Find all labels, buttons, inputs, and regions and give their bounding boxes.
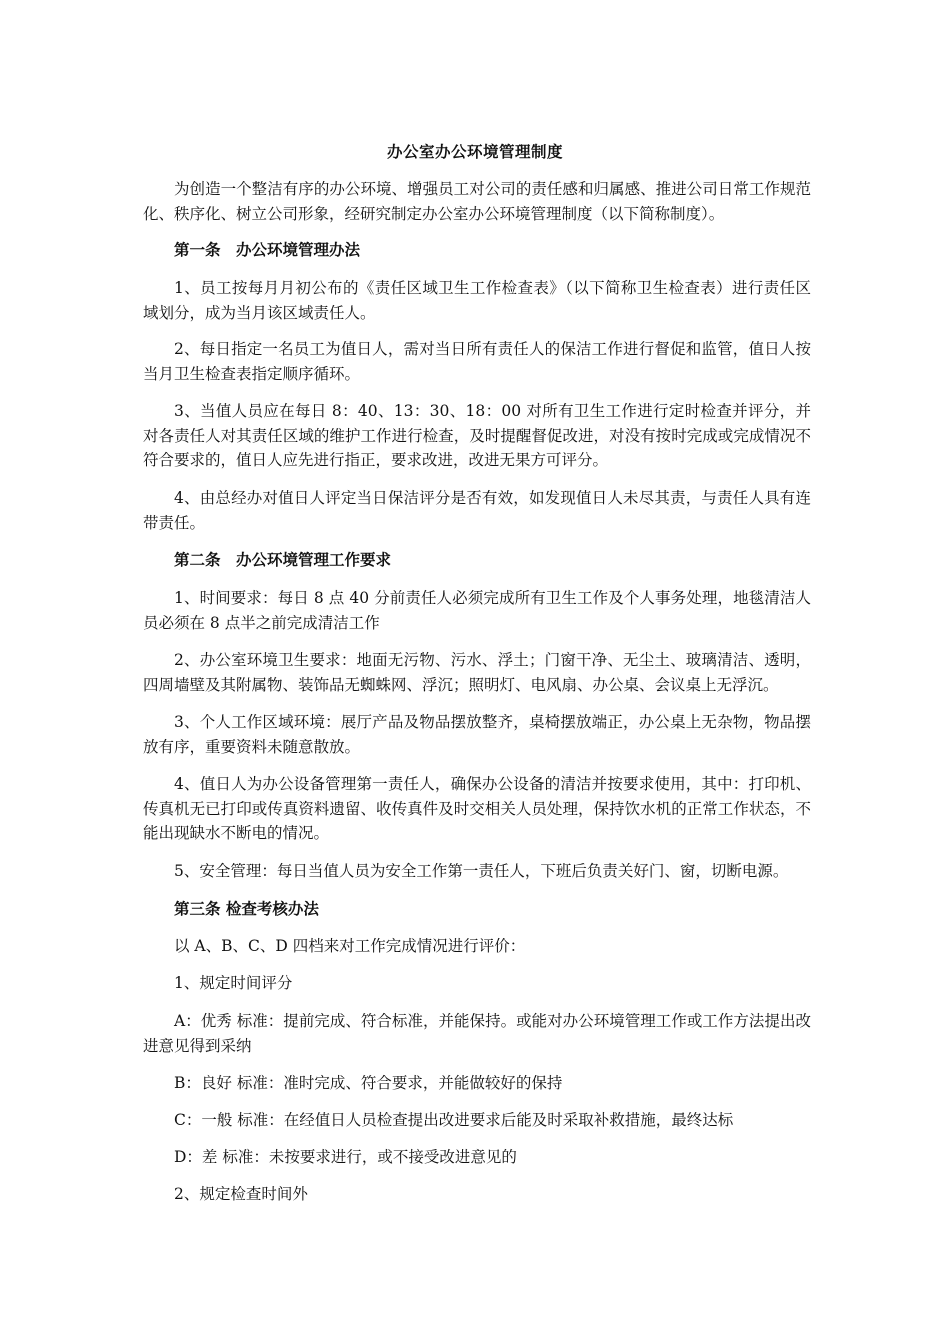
document-title: 办公室办公环境管理制度 xyxy=(386,142,563,161)
article3-intro: 以 A、B、C、D 四档来对工作完成情况进行评价： xyxy=(174,937,526,955)
intro-paragraph: 为创造一个整洁有序的办公环境、增强员工对公司的责任感和归属感、推进公司日常工作规范化、秩序化、树立公司形象，经研究制定办公室办公环境管理制度（以下简称制度）。 xyxy=(143,180,811,223)
grade-item: D：差 标准：未按要求进行，或不接受改进意见的 xyxy=(174,1148,517,1166)
article1-heading: 第一条 办公环境管理办法 xyxy=(174,240,361,259)
article1-item: 4、由总经办对值日人评定当日保洁评分是否有效，如发现值日人未尽其责，与责任人具有连带责任。 xyxy=(143,489,811,532)
article2-item: 4、值日人为办公设备管理第一责任人，确保办公设备的清洁并按要求使用，其中：打印机、传真机无已打印或传真资料遗留、收传真件及时交相关人员处理，保持饮水机的正常工作状态，不能出现缺水不断电的情况。 xyxy=(143,775,811,843)
grade-item: C：一般 标准：在经值日人员检查提出改进要求后能及时采取补救措施，最终达标 xyxy=(174,1111,734,1129)
grade-item: B：良好 标准：准时完成、符合要求，并能做较好的保持 xyxy=(174,1074,563,1092)
article2-item: 2、办公室环境卫生要求：地面无污物、污水、浮土；门窗干净、无尘土、玻璃清洁、透明，四周墙壁及其附属物、装饰品无蜘蛛网、浮沉；照明灯、电风扇、办公桌、会议桌上无浮沉。 xyxy=(143,651,811,694)
article2-item: 1、时间要求：每日 8 点 40 分前责任人必须完成所有卫生工作及个人事务处理，地毯清洁人员必须在 8 点半之前完成清洁工作 xyxy=(143,589,811,632)
article2-heading: 第二条 办公环境管理工作要求 xyxy=(174,550,392,569)
article2-item: 3、个人工作区域环境：展厅产品及物品摆放整齐，桌椅摆放端正，办公桌上无杂物，物品摆放有序，重要资料未随意散放。 xyxy=(143,713,811,756)
article1-item: 3、当值人员应在每日 8：40、13：30、18：00 对所有卫生工作进行定时检查并评分，并对各责任人对其责任区域的维护工作进行检查，及时提醒督促改进，对没有按时完成或完成情况不符合要求的，值日人应先进行指正，要求改进，改进无果方可评分。 xyxy=(143,402,811,470)
article1-item: 1、员工按每月月初公布的《责任区域卫生工作检查表》（以下简称卫生检查表）进行责任区域划分，成为当月该区域责任人。 xyxy=(143,279,811,322)
article3-heading: 第三条 检查考核办法 xyxy=(174,899,319,918)
grade-item: A：优秀 标准：提前完成、符合标准，并能保持。或能对办公环境管理工作或工作方法提出改进意见得到采纳 xyxy=(143,1012,811,1055)
article3-subheading: 1、规定时间评分 xyxy=(174,974,293,992)
article2-item: 5、安全管理：每日当值人员为安全工作第一责任人，下班后负责关好门、窗，切断电源。 xyxy=(174,862,789,880)
article1-item: 2、每日指定一名员工为值日人，需对当日所有责任人的保洁工作进行督促和监管，值日人按当月卫生检查表指定顺序循环。 xyxy=(143,340,811,383)
article3-subheading: 2、规定检查时间外 xyxy=(174,1185,308,1203)
